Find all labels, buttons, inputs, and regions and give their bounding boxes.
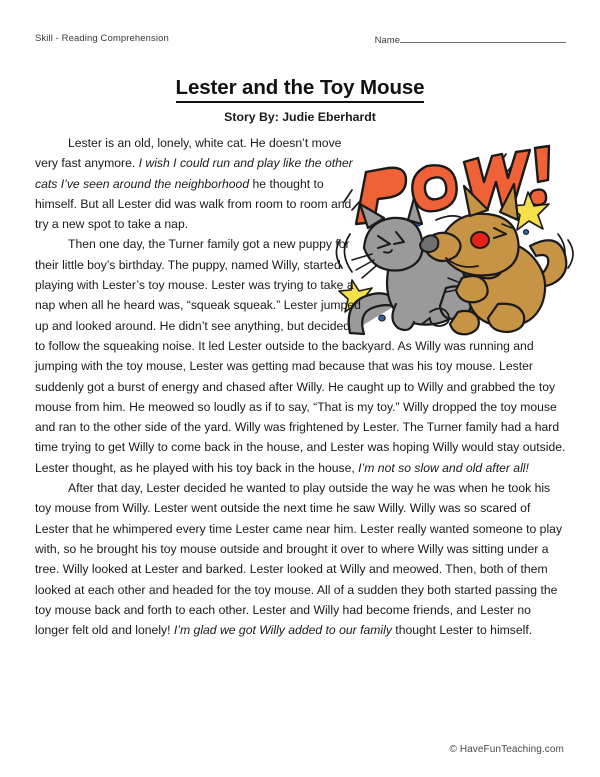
paragraph-2-thought: I’m not so slow and old after all! (358, 460, 529, 475)
paragraph-3-thought: I’m glad we got Willy added to our family (173, 623, 392, 638)
worksheet-header (35, 33, 566, 51)
paragraph-3-part-2: thought Lester to himself. (391, 623, 533, 638)
story-paragraph-3 (35, 478, 567, 640)
footer-copyright: © HaveFunTeaching.com (449, 744, 564, 755)
paragraph-1-part-2: he thought to himself. But all Lester did was walk from room to room and try a new spot to take a nap. (35, 176, 352, 232)
skill-label: Skill - Reading Comprehension (35, 33, 169, 44)
story-body (35, 133, 567, 640)
page-title: Lester and the Toy Mouse (176, 76, 425, 103)
name-label: Name (374, 35, 400, 46)
paragraph-3-part-1: After that day, Lester decided he wanted to play outside the way he was when he took his toy mouse from Willy. Lester went outside the next time he saw Willy. Willy was so scared of Lester that he whimpered every time Lester came near him. Lester really wanted someone to play with, so he brought his toy mouse outside and brought it over to where Willy was sitting under a tree. Willy looked at Lester and barked. Lester looked at Willy and meowed. Then, both of them looked at each other and headed for the toy mouse. All of a sudden they both started passing the toy mouse back and forth to each other. Lester and Willy had become friends, and Lester no longer felt old and lonely! (35, 481, 563, 638)
illustration-text-wrap-spacer (361, 133, 567, 329)
title-block (0, 76, 600, 124)
byline: Story By: Judie Eberhardt (224, 109, 376, 124)
name-blank-line[interactable] (400, 33, 566, 43)
paragraph-1-thought: I wish I could run and play like the other cats I’ve seen around the neighborhood (35, 156, 353, 191)
paragraph-1-part-1: Lester is an old, lonely, white cat. He doesn’t move very fast anymore. (35, 136, 342, 171)
paragraph-2-part-1: Then one day, the Turner family got a new puppy for their little boy’s birthday. The puppy, named Willy, started playing with Lester’s toy mouse. Lester was trying to take a nap when all he heard was, “squeak squeak.” Lester jumped up and looked around. He didn’t see anything, but decided to follow the squeaking noise. It led Lester outside to the backyard. As Willy was running and jumping with the toy mouse, Lester was getting mad because that was his toy mouse. Lester suddenly got a burst of energy and chased after Willy. He caught up to Willy and grabbed the toy mouse from him. He meowed so loudly as if to say, “That is my toy.” Willy dropped the toy mouse and ran to the other side of the yard. Willy was frightened by Lester. The Turner family had a hard time trying to get Willy to come back in the house, and Lester was hoping Willy would stay outside. Lester thought, as he played with his toy back in the house, (35, 237, 566, 475)
name-field[interactable] (375, 33, 566, 46)
